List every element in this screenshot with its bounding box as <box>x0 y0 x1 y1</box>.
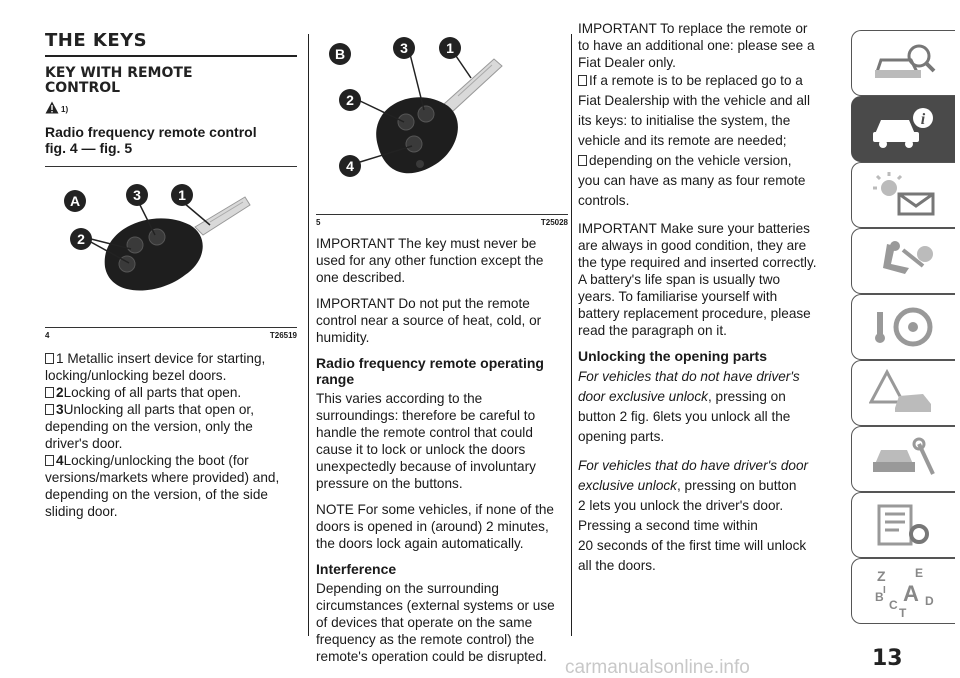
checkbox-bullet-icon <box>45 455 54 466</box>
text-line: button 2 fig. 6lets you unlock all the <box>578 409 791 424</box>
column-divider-2 <box>571 34 572 636</box>
heading-line: range <box>316 371 355 387</box>
callout-2-label: 2 <box>77 231 85 247</box>
warning-ref-number: 1) <box>61 105 69 114</box>
section-title <box>45 66 297 96</box>
column-divider-1 <box>308 34 309 636</box>
text-line: opening parts. <box>578 429 665 444</box>
fig-heading <box>45 124 297 156</box>
tab-seat-airbag[interactable] <box>851 228 955 294</box>
list-item-number: 3 <box>56 402 64 417</box>
text-line: 20 seconds of the first time will unlock <box>578 538 807 553</box>
callout-1-label: 1 <box>446 40 454 56</box>
callout-3 <box>393 37 415 59</box>
figure-4-key-image <box>45 167 297 327</box>
text-line: cause it to lock or unlock the doors <box>316 442 526 457</box>
text-line: you can have as many as four remote <box>578 173 806 188</box>
text-line: its keys: to initialise the system, the <box>578 113 791 128</box>
list-item-text: 1 Metallic insert device for starting, <box>56 351 266 366</box>
text-line: IMPORTANT Make sure your batteries <box>578 221 810 236</box>
seat-airbag-icon <box>869 236 939 286</box>
index-letter: I <box>882 585 886 596</box>
text-line: NOTE For some vehicles, if none of the <box>316 502 554 517</box>
callout-1 <box>171 184 193 206</box>
paragraph <box>316 580 568 665</box>
callout-4-label: 4 <box>346 158 354 174</box>
text-line: door exclusive unlock <box>578 389 708 404</box>
list-item <box>45 401 297 418</box>
callout-3 <box>126 184 148 206</box>
tab-car-search[interactable] <box>851 30 955 96</box>
text-line: Fiat Dealership with the vehicle and all <box>578 93 810 108</box>
text-line: vehicle and its remote are needed; <box>578 133 787 148</box>
callout-a <box>64 190 86 212</box>
figure-number: 5 <box>316 218 321 227</box>
warning-lights-icon <box>869 170 939 220</box>
index-letter: C <box>888 598 898 612</box>
svg-text:i: i <box>920 111 925 128</box>
figure-4-caption <box>45 331 297 340</box>
figure-code: T26519 <box>269 331 297 340</box>
steering-key-icon <box>869 302 939 352</box>
text-line: doors is opened in (around) 2 minutes, <box>316 519 549 534</box>
text-line: frequency as the remote control) the <box>316 632 535 647</box>
text-line: years. To familiarise yourself with <box>578 289 778 304</box>
alphabet-index-icon <box>869 563 939 619</box>
fig-heading-line-2: fig. 4 — fig. 5 <box>45 140 133 156</box>
text-line: For vehicles that do not have driver's <box>578 369 800 384</box>
callout-2 <box>70 228 92 250</box>
paragraph <box>316 295 568 346</box>
checkbox-bullet-icon <box>45 387 54 398</box>
figure-5-caption <box>316 218 568 227</box>
list-item-number: 4 <box>56 453 64 468</box>
text-line: to have an additional one: please see a <box>578 38 815 53</box>
text-line: pressure on the buttons. <box>316 476 463 491</box>
index-letter: Z <box>876 568 886 584</box>
callout-1-label: 1 <box>178 187 186 203</box>
text-line: used for any other function except the <box>316 253 544 268</box>
figure-number: 4 <box>45 331 50 340</box>
tab-specs[interactable] <box>851 492 955 558</box>
index-letter: A <box>902 581 919 606</box>
column-left <box>45 30 297 520</box>
text-line: If a remote is to be replaced go to a <box>589 73 803 88</box>
text-line: remote's operation could be disrupted. <box>316 649 547 664</box>
text-line: Fiat Dealer only. <box>578 55 676 70</box>
paragraph <box>578 456 840 576</box>
fig-heading-line-1: Radio frequency remote control <box>45 124 257 140</box>
text-line: IMPORTANT The key must never be <box>316 236 537 251</box>
paragraph <box>578 220 840 339</box>
tab-warning-lights[interactable] <box>851 162 955 228</box>
specs-gear-icon <box>869 500 939 550</box>
list-item <box>45 384 297 401</box>
list-item-text: driver's door. <box>45 436 123 451</box>
text-line: IMPORTANT To replace the remote or <box>578 21 808 36</box>
text-line: surroundings: therefore be careful to <box>316 408 536 423</box>
tab-car-service[interactable] <box>851 426 955 492</box>
text-line: the doors lock again automatically. <box>316 536 524 551</box>
index-letter: D <box>924 594 934 608</box>
column-middle <box>316 34 568 665</box>
text-line: humidity. <box>316 330 370 345</box>
callout-b <box>329 43 351 65</box>
figure-5-svg <box>316 34 568 214</box>
list-item <box>45 452 297 469</box>
subsection-heading: Unlocking the opening parts <box>578 348 768 364</box>
list-item-text: sliding door. <box>45 504 118 519</box>
tab-alphabet-index[interactable] <box>851 558 955 624</box>
subsection-heading <box>316 355 568 387</box>
tab-car-info[interactable] <box>851 96 955 162</box>
callout-3-label: 3 <box>133 187 141 203</box>
button-list <box>45 350 297 520</box>
text-line: one described. <box>316 270 406 285</box>
callout-b-label: B <box>334 46 346 62</box>
list-item-text: depending on the version, of the side <box>45 487 268 502</box>
callout-3-label: 3 <box>400 40 408 56</box>
checkbox-bullet-icon <box>578 75 587 86</box>
text-line: controls. <box>578 193 630 208</box>
list-item-number: 2 <box>56 385 64 400</box>
tab-car-accident[interactable] <box>851 360 955 426</box>
text-line: read the paragraph on it. <box>578 323 727 338</box>
title-rule <box>45 55 297 57</box>
text-line: unexpectedly because of involuntary <box>316 459 536 474</box>
figure-bottom-rule <box>316 214 568 215</box>
list-item-text: versions/markets where provided) and, <box>45 470 280 485</box>
section-title-line-1: KEY WITH REMOTE <box>45 65 193 81</box>
text-line: control near a source of heat, cold, or <box>316 313 542 328</box>
column-middle-text <box>316 235 568 665</box>
list-item <box>45 350 297 367</box>
checkbox-bullet-icon <box>45 404 54 415</box>
text-line: exclusive unlock <box>578 478 677 493</box>
text-line: depending on the vehicle version, <box>589 153 792 168</box>
section-title-line-2: CONTROL <box>45 80 121 96</box>
text-line: handle the remote control that could <box>316 425 533 440</box>
list-item-text: Unlocking all parts that open or, <box>63 402 254 417</box>
warning-triangle-icon <box>45 101 59 114</box>
figure-bottom-rule <box>45 327 297 328</box>
callout-a-label: A <box>69 193 81 209</box>
text-line: Pressing a second time within <box>578 518 758 533</box>
callout-4 <box>339 155 361 177</box>
callout-1 <box>439 37 461 59</box>
car-accident-icon <box>869 368 939 418</box>
text-line: battery replacement procedure, please <box>578 306 811 321</box>
page-number: 13 <box>872 646 903 671</box>
text-line: the type required and inserted correctly. <box>578 255 817 270</box>
paragraph <box>578 367 840 447</box>
callout-2 <box>339 89 361 111</box>
index-letter: E <box>914 566 923 580</box>
text-line: 2 lets you unlock the driver's door. <box>578 498 784 513</box>
warning-reference <box>45 100 297 114</box>
tab-steering-key[interactable] <box>851 294 955 360</box>
list-item-text: locking/unlocking bezel doors. <box>45 368 227 383</box>
text-line: , pressing on button <box>676 478 797 493</box>
paragraph <box>316 390 568 492</box>
text-line: A battery's life span is usually two <box>578 272 781 287</box>
column-right-text <box>578 20 840 576</box>
text-line: , pressing on <box>707 389 786 404</box>
figure-4-svg <box>45 167 297 327</box>
list-item <box>578 71 840 151</box>
text-line: of devices that operate on the same <box>316 615 533 630</box>
heading-line: Radio frequency remote operating <box>316 355 544 371</box>
car-info-icon <box>869 104 939 154</box>
text-line: circumstances (external systems or use <box>316 598 555 613</box>
paragraph <box>316 501 568 552</box>
page-title: THE KEYS <box>45 30 148 51</box>
checkbox-bullet-icon <box>578 155 587 166</box>
figure-5-key-image <box>316 34 568 214</box>
car-service-icon <box>869 434 939 484</box>
paragraph <box>316 235 568 286</box>
index-letter: T <box>898 606 906 619</box>
text-line: are always in good condition, they are <box>578 238 807 253</box>
list-item-text: depending on the version, only the <box>45 419 253 434</box>
paragraph <box>578 20 840 71</box>
column-right <box>578 20 840 576</box>
car-search-icon <box>869 38 939 88</box>
index-letter: B <box>874 590 884 604</box>
list-item-text: Locking of all parts that open. <box>63 385 242 400</box>
subsection-heading: Interference <box>316 561 397 577</box>
list-item <box>578 151 840 211</box>
watermark: carmanualsonline.info <box>565 657 750 678</box>
text-line: all the doors. <box>578 558 656 573</box>
callout-2-label: 2 <box>346 92 354 108</box>
list-item-text: Locking/unlocking the boot (for <box>63 453 249 468</box>
checkbox-bullet-icon <box>45 353 54 364</box>
text-line: For vehicles that do have driver's door <box>578 458 809 473</box>
text-line: This varies according to the <box>316 391 483 406</box>
text-line: IMPORTANT Do not put the remote <box>316 296 530 311</box>
text-line: Depending on the surrounding <box>316 581 499 596</box>
figure-code: T25028 <box>540 218 568 227</box>
